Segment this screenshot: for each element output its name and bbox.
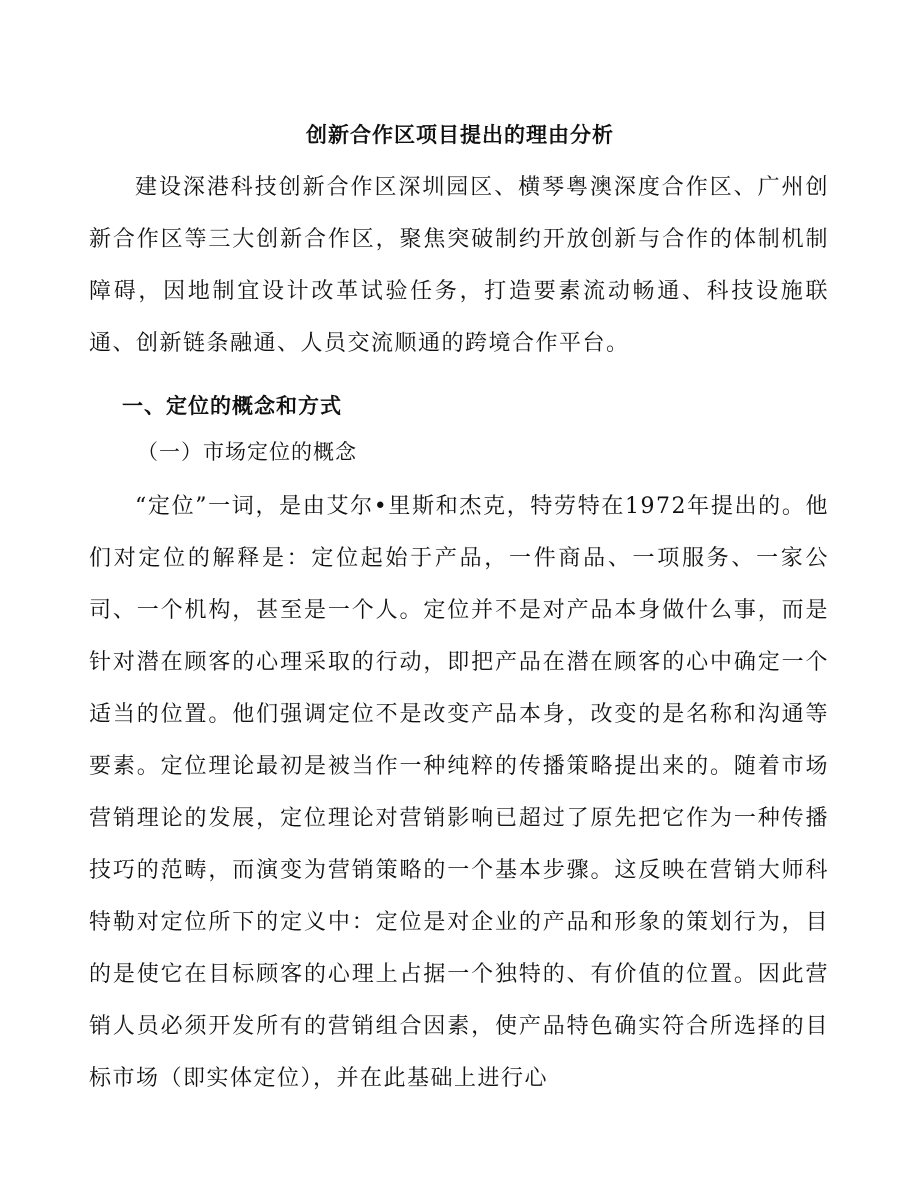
document-title: 创新合作区项目提出的理由分析 [306, 122, 614, 147]
body-paragraph: “定位”一词，是由艾尔•里斯和杰克，特劳特在1972年提出的。他们对定位的解释是：定位起始于产品，一件商品、一项服务、一家公司、一个机构，甚至是一个人。定位并不是对产品本身做什么事，而是针对潜在顾客的心理采取的行动，即把产品在潜在顾客的心中确定一个适当的位置。他们强调定位不是改变产品本身，改变的是名称和沟通等要素。定位理论最初是被当作一种纯粹的传播策略提出来的。随着市场营销理论的发展，定位理论对营销影响已超过了原先把它作为一种传播技巧的范畴，而演变为营销策略的一个基本步骤。这反映在营销大师科特勒对定位所下的定义中：定位是对企业的产品和形象的策划行为，目的是使它在目标顾客的心理上占据一个独特的、有价值的位置。因此营销人员必须开发所有的营销组合因素，使产品特色确实符合所选择的目标市场（即实体定位），并在此基础上进行心 [89, 494, 829, 1091]
intro-paragraph: 建设深港科技创新合作区深圳园区、横琴粤澳深度合作区、广州创新合作区等三大创新合作区，聚焦突破制约开放创新与合作的体制机制障碍，因地制宜设计改革试验任务，打造要素流动畅通、科技设施联通、创新链条融通、人员交流顺通的跨境合作平台。 [89, 175, 829, 356]
subsection-heading: （一）市场定位的概念 [137, 440, 357, 464]
section-heading: 一、定位的概念和方式 [122, 393, 342, 418]
